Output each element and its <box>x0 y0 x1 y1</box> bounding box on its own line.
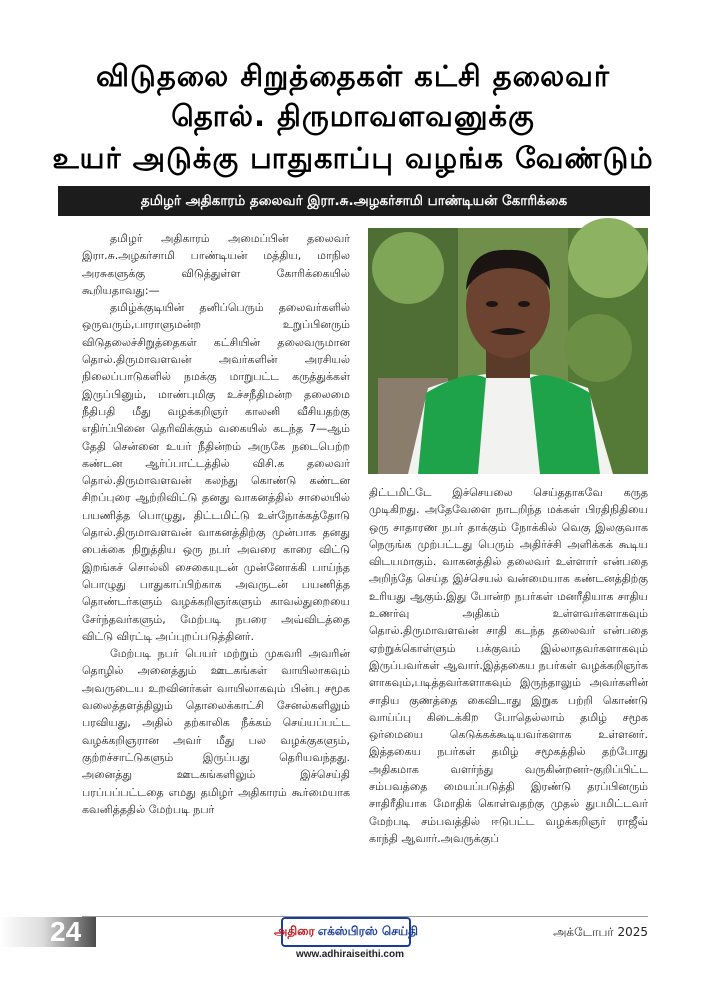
left-column <box>82 230 350 903</box>
headline-line-3: உயர் அடுக்கு பாதுகாப்பு வழங்க வேண்டும் <box>52 141 654 175</box>
left-paragraph-3: மேற்படி நபர் பெயர் மற்றும் முகவரி அவரின் தொழில் அனைத்தும் ஊடகங்கள் வாயிலாகவும் அவருடைய உறவினர்கள் வாயிலாகவும் பின்பு சமூக வலைத்தளத்திலும் தொலைக்காட்சி சேனல்களிலும் பரவியது, அதில் தற்காலிக நீக்கம் செய்யப்பட்ட வழக்கறிஞரான அவர் மீது பல வழக்குகளும், குற்றச்சாட்டுகளும் இருப்பது தெரியவந்தது. அனைத்து ஊடகங்களிலும் இச்செய்தி பரப்பப்பட்டதை எமது தமிழர் அதிகாரம் கூர்மையாக கவனித்ததில் மேற்படி நபர் <box>82 647 350 816</box>
page-number: 24 <box>50 916 82 947</box>
left-paragraph-1: தமிழர் அதிகாரம் அமைப்பின் தலைவர் இரா.சு.அழகர்சாமி பாண்டியன் மத்திய, மாநில அரசுகளுக்கு விடுத்துள்ள கோரிக்கையில் கூறியதாவது:— <box>82 232 350 297</box>
right-paragraph-1: திட்டமிட்டே இச்செயலை செய்ததாகவே கருத முடிகிறது. அதேவேளை நாடறிந்த மக்கள் பிரதிநிதியை ஒரு சாதாரண நபர் தாக்கும் நோக்கில் வெகு இலகுவாக நெருங்க முற்பட்டது பெரும் அதிர்ச்சி அளிக்கக் கூடிய விடயமாகும். வாகனத்தில் தலைவர் உள்ளார் என்பதை அறிந்தே செய்த இச்செயல் வன்மையாக கண்டனத்திற்கு உரியது ஆகும்.இது போன்ற நபர்கள் மனரீதியாக சாதிய உணர்வு அதிகம் உள்ளவர்களாகவும் தொல்.திருமாவளவன் சாதி கடந்த தலைவர் என்பதை ஏற்றுக்கொள்ளும் பக்குவம் இல்லாதவர்களாகவும் இருப்பவர்கள் ஆவார்.இத்தகைய நபர்கள் வழக்கறிஞர்க ளாகவும்,படித்தவர்களாகவும் இருந்தாலும் அவர்களின் சாதிய குணத்தை கைவிடாது இறுக பற்றி கொண்டு வாய்ப்பு கிடைக்கிற போதெல்லாம் தமிழ் சமூக ஒர்மையை கெடுக்கக்கூடியவர்களாக உள்ளனர். இத்தகைய நபர்கள் தமிழ் சமூகத்தில் தற்போது அதிகமாக வளர்ந்து வருகின்றனர்-குறிப்பிட்ட சம்பவத்தை மையப்படுத்தி இரண்டு தரப்பினரும் சாதிரீதியாக மோதிக் கொள்வதற்கு முதல் துபமிட்டவர் மேற்படி சம்பவத்தில் ஈடுபட்ட வழக்கறிஞர் ராஜீவ் காந்தி ஆவார்.அவருக்குப் <box>369 486 648 845</box>
issue-date: அக்டோபர் 2025 <box>553 925 648 939</box>
website-link[interactable]: www.adhiraiseithi.com <box>296 949 404 960</box>
logo-text-part-2: எக்ஸ்பிரஸ் செய்தி <box>317 924 418 938</box>
publication-logo <box>274 917 418 947</box>
portrait-photo <box>368 228 648 474</box>
left-paragraph-2: தமிழ்க்குடியின் தனிப்பெரும் தலைவர்களில் ஒருவரும்,பாராளுமன்ற உறுப்பினரும் விடுதலைச்சிறுத்தைகள் கட்சியின் தலைவருமான தொல்.திருமாவளவன் அவர்களின் அரசியல் நிலைப்பாடுகளில் நமக்கு மாறுபட்ட கருத்துக்கள் இருப்பினும், மாண்புமிகு உச்சநீதிமன்ற தலைமை நீதிபதி மீது வழக்கறிஞர் காலனி வீசியதற்கு எதிர்ப்பினை தெரிவிக்கும் வகையில் கடந்த 7—ஆம் தேதி சென்னை உயர் நீதின்றம் அருகே நடைபெற்ற கண்டன ஆர்ப்பாட்டத்தில் விசி.க தலைவர் தொல்.திருமாவளவன் கலந்து கொண்டு கண்டன சிறப்புரை ஆற்றிவிட்டு தனது வாகனத்தில் சாலையில் பயணித்த பொழுது, திட்டமிட்டு உள்நோக்கத்தோடு தொல்.திருமாவளவன் வாகனத்திற்கு முன்பாக தனது பைக்கை நிறுத்திய ஒரு நபர் அவரை காரை விட்டு இறங்கச் சொல்லி சைகையுடன் முன்னோக்கி பாய்ந்த பொழுது பாதுகாப்பிற்காக அவருடன் பயணித்த தொண்டர்களும் வழக்கறிஞர்களும் காவல்துறையை சேர்ந்தவர்களும், மேற்படி நபரை அவ்விடத்தை விட்டு விரட்டி அப்புறப்படுத்தினர். <box>82 301 350 643</box>
right-column <box>369 484 648 904</box>
portrait-illustration <box>368 228 648 474</box>
headline-line-1: விடுதலை சிறுத்தைகள் கட்சி தலைவர் <box>95 59 611 93</box>
headline-line-2: தொல். திருமாவளவனுக்கு <box>171 99 535 133</box>
subheadline-banner: தமிழர் அதிகாரம் தலைவர் இரா.சு.அழகர்சாமி பாண்டியன் கோரிக்கை <box>58 186 650 216</box>
logo-text-part-1: அதிரை <box>274 924 315 938</box>
